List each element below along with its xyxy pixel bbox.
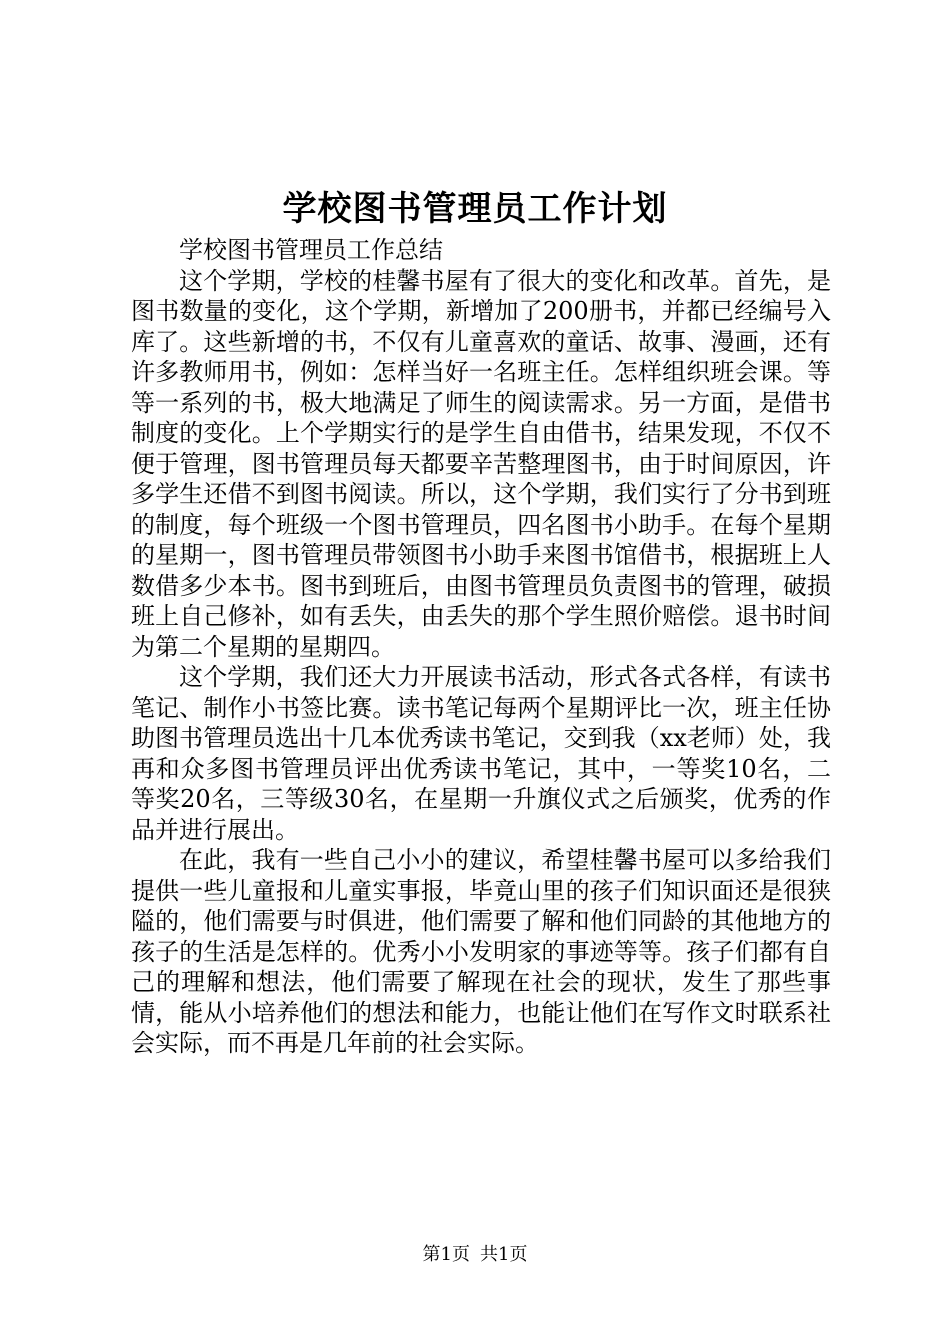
document-title: 学校图书管理员工作计划 [282,189,668,229]
document-body [131,235,831,1059]
page-footer [0,1243,950,1267]
paragraph-2: 这个学期，我们还大力开展读书活动，形式各式各样，有读书笔记、制作小书签比赛。读书笔记每两个星期评比一次，班主任协助图书管理员选出十几本优秀读书笔记，交到我（xx老师）处，我再和众多图书管理员评出优秀读书笔记，其中，一等奖10名，二等奖20名，三等级30名，在星期一升旗仪式之后颁奖，优秀的作品并进行展出。 [131,663,831,844]
paragraph-3: 在此，我有一些自己小小的建议，希望桂馨书屋可以多给我们提供一些儿童报和儿童实事报，毕竟山里的孩子们知识面还是很狭隘的，他们需要与时俱进，他们需要了解和他们同龄的其他地方的孩子的生活是怎样的。优秀小小发明家的事迹等等。孩子们都有自己的理解和想法，他们需要了解现在社会的现状，发生了那些事情，能从小培养他们的想法和能力，也能让他们在写作文时联系社会实际，而不再是几年前的社会实际。 [131,846,831,1057]
page-number: 第1页 [422,1244,470,1265]
document-subtitle: 学校图书管理员工作总结 [179,236,443,264]
paragraph-1: 这个学期，学校的桂馨书屋有了很大的变化和改革。首先，是图书数量的变化，这个学期，新增加了200册书，并都已经编号入库了。这些新增的书，不仅有儿童喜欢的童话、故事、漫画，还有许多教师用书，例如：怎样当好一名班主任。怎样组织班会课。等等一系列的书，极大地满足了师生的阅读需求。另一方面，是借书制度的变化。上个学期实行的是学生自由借书，结果发现，不仅不便于管理，图书管理员每天都要辛苦整理图书，由于时间原因，许多学生还借不到图书阅读。所以，这个学期，我们实行了分书到班的制度，每个班级一个图书管理员，四名图书小助手。在每个星期的星期一，图书管理员带领图书小助手来图书馆借书，根据班上人数借多少本书。图书到班后，由图书管理员负责图书的管理，破损班上自己修补，如有丢失，由丢失的那个学生照价赔偿。退书时间为第二个星期的星期四。 [131,266,831,661]
page-total: 共1页 [480,1244,528,1265]
